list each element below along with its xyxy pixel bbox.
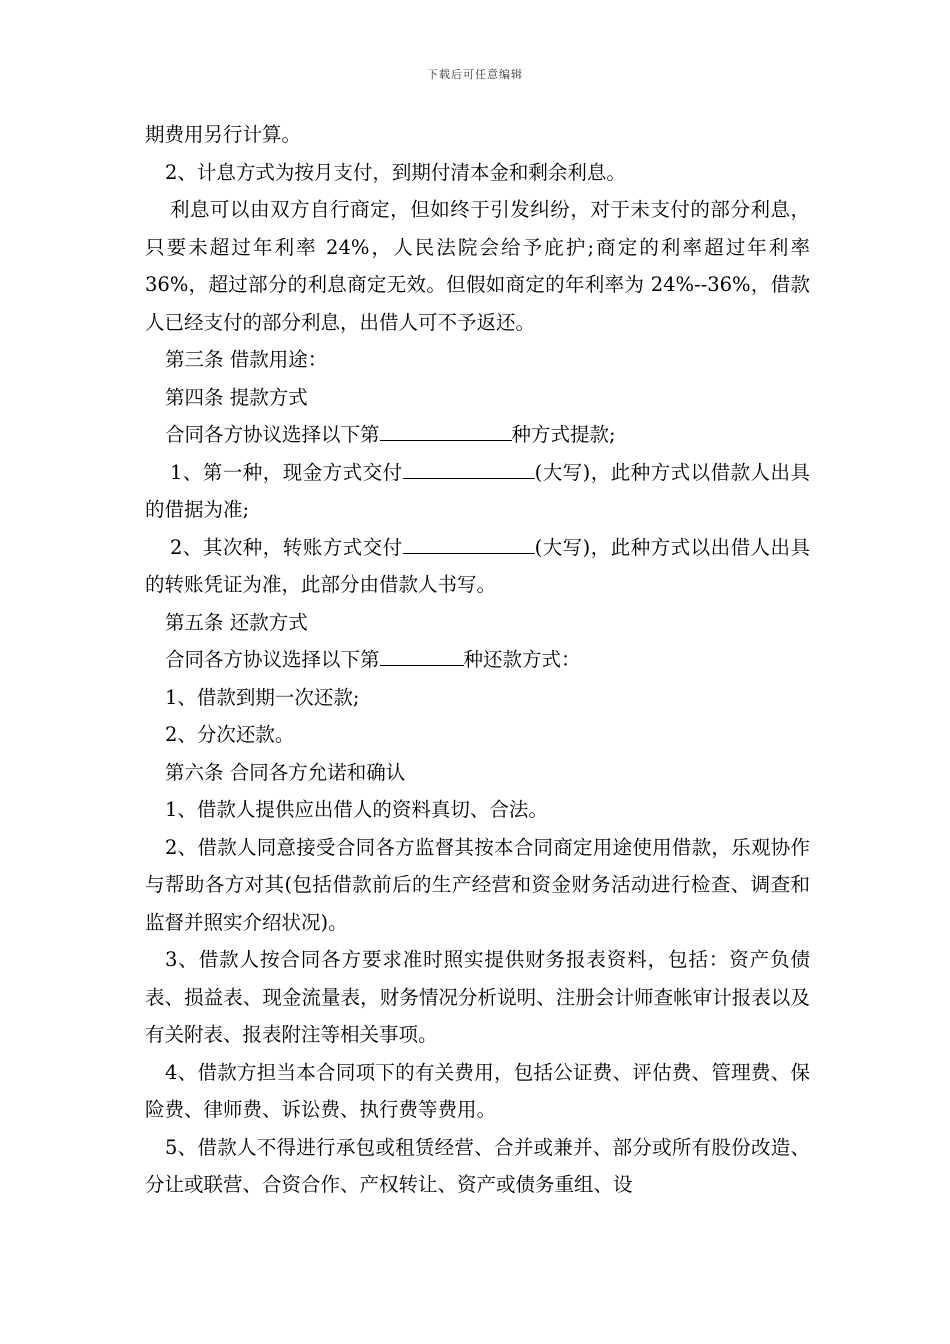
article-heading: 第三条 借款用途： (165, 348, 328, 371)
article-heading: 第六条 合同各方允诺和确认 (165, 760, 406, 784)
paragraph-text: 1、第一种，现金方式交付 (170, 460, 403, 484)
document-body (145, 116, 810, 1204)
paragraph-text: 2、其次种，转账方式交付 (170, 535, 403, 559)
fill-in-blank[interactable] (380, 420, 512, 441)
page-header: 下载后可任意编辑 (427, 68, 523, 81)
article-heading: 第四条 提款方式 (165, 385, 308, 409)
paragraph-text: (大写)，此种方式以出借人出具的转账凭证为准，此部分由借款人书写。 (145, 535, 810, 596)
paragraph: 2、借款人同意接受合同各方监督其按本合同商定用途使用借款，乐观协作与帮助各方对其(包括借款前后的生产经营和资金财务活动进行检查、调查和监督并照实介绍状况)。 (145, 835, 810, 934)
paragraph (145, 454, 810, 529)
paragraph: 利息可以由双方自行商定，但如终于引发纠纷，对于未支付的部分利息，只要未超过年利率 24%，人民法院会给予庇护;商定的利率超过年利率 36%，超过部分的利息商定无效。但假如商定的年利率为 24%--36%，借款人已经支付的部分利息，出借人可不予返还。 (145, 198, 810, 334)
paragraph-text: 合同各方协议选择以下第 (165, 648, 380, 671)
paragraph: 1、借款到期一次还款; (165, 685, 360, 709)
paragraph (145, 416, 810, 454)
paragraph: 3、借款人按合同各方要求准时照实提供财务报表资料，包括：资产负债表、损益表、现金流量表，财务情况分析说明、注册会计师查帐审计报表以及有关附表、报表附注等相关事项。 (145, 948, 810, 1046)
paragraph-text: 合同各方协议选择以下第 (165, 423, 380, 446)
paragraph: 2、分次还款。 (165, 723, 295, 746)
fill-in-blank[interactable] (403, 458, 535, 479)
paragraph: 期费用另行计算。 (145, 123, 302, 146)
article-heading: 第五条 还款方式 (165, 610, 308, 634)
paragraph (145, 529, 810, 604)
paragraph-text: 种方式提款; (511, 423, 616, 446)
paragraph: 2、计息方式为按月支付，到期付清本金和剩余利息。 (165, 160, 626, 184)
fill-in-blank[interactable] (403, 533, 535, 554)
fill-in-blank[interactable] (380, 645, 464, 666)
paragraph-text: 种还款方式： (463, 648, 581, 671)
paragraph: 4、借款方担当本合同项下的有关费用，包括公证费、评估费、管理费、保险费、律师费、诉讼费、执行费等费用。 (145, 1060, 810, 1121)
paragraph-text: (大写)，此种方式以借款人出具的借据为准; (145, 460, 810, 521)
paragraph: 1、借款人提供应出借人的资料真切、合法。 (165, 798, 548, 821)
paragraph: 5、借款人不得进行承包或租赁经营、合并或兼并、部分或所有股份改造、分让或联营、合资合作、产权转让、资产或债务重组、设 (145, 1135, 810, 1196)
paragraph (145, 641, 810, 679)
